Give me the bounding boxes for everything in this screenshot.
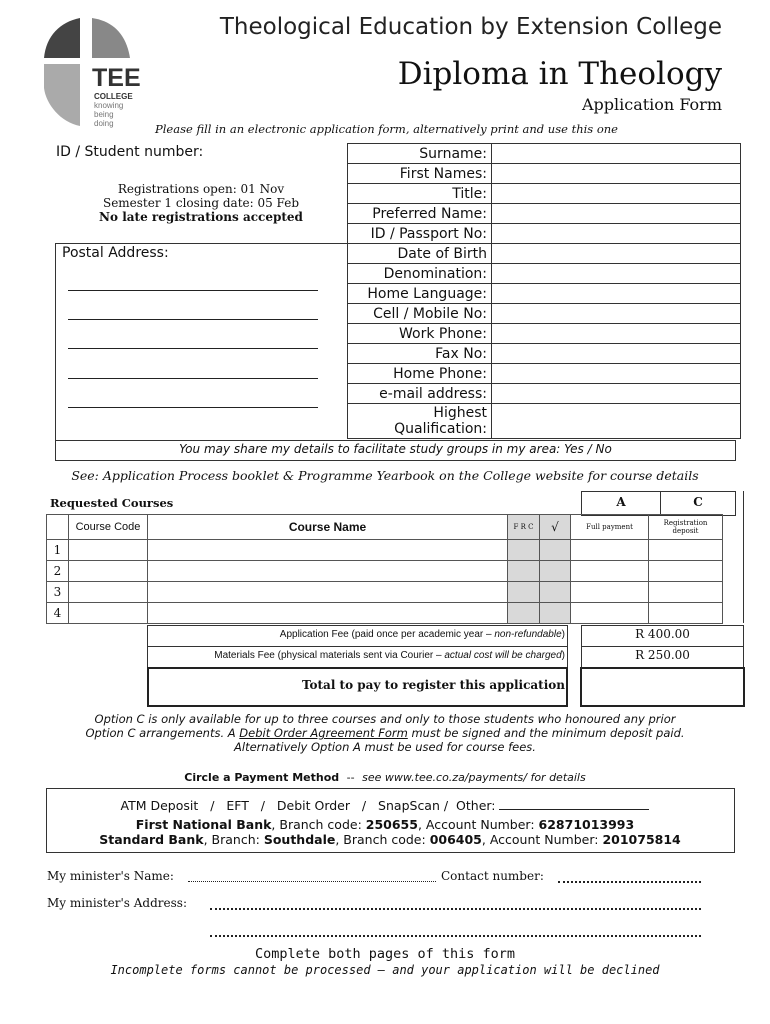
field-row [348,144,741,164]
field-input[interactable] [492,164,741,184]
deposit-input[interactable] [649,603,723,624]
field-row [348,344,741,364]
field-row [348,364,741,384]
field-label: Fax No: [348,344,492,364]
course-row [47,603,723,624]
minister-address-label: My minister's Address: [47,896,187,910]
postal-line-3[interactable] [68,348,318,349]
postal-line-4[interactable] [68,378,318,379]
frc-input[interactable] [508,603,540,624]
field-row [348,244,741,264]
mat-fee-c: ) [561,650,565,661]
app-fee-b: non-refundable [494,629,562,640]
logo-college: COLLEGE [94,92,133,101]
full-payment-input[interactable] [571,540,649,561]
contact-number-label: Contact number: [441,869,544,883]
field-row [348,304,741,324]
course-name-header: Course Name [148,515,508,540]
materials-fee-amount: R 250.00 [635,648,690,662]
field-row [348,184,741,204]
check-input[interactable] [540,561,571,582]
registrations-open: Registrations open: 01 Nov [117,182,285,196]
app-fee-a: Application Fee (paid once per academic year – [279,629,495,640]
share-details-text[interactable]: You may share my details to facilitate study groups in my area: Yes / No [179,442,612,456]
highest-line2: Qualification: [394,421,487,437]
logo-tag-doing: doing [94,119,114,128]
mat-fee-a: Materials Fee (physical materials sent via Courier – [214,650,445,661]
standard-bank-details [0,832,770,847]
field-input[interactable] [492,304,741,324]
fill-instruction: Please fill in an electronic application form, alternatively print and use this one [155,122,618,136]
contact-number-input[interactable] [558,881,701,883]
materials-fee-text [214,650,565,661]
sb-name: Standard Bank [99,832,204,847]
field-label: ID / Passport No: [348,224,492,244]
course-row [47,561,723,582]
payment-methods-text[interactable]: ATM Deposit / EFT / Debit Order / SnapScan / Other: [120,798,500,813]
minister-address-input-2[interactable] [210,935,701,937]
requested-courses-heading: Requested Courses [50,496,174,510]
option-c-line3: Alternatively Option A must be used for course fees. [234,740,536,754]
full-payment-input[interactable] [571,561,649,582]
col-d-border [734,491,744,623]
page-title: Diploma in Theology [397,56,722,92]
minister-address-input-1[interactable] [210,908,701,910]
payment-method-heading [0,771,770,784]
highest-qualification-label [348,404,492,439]
field-row [348,164,741,184]
field-label: Home Language: [348,284,492,304]
course-code-input[interactable] [69,603,148,624]
highest-line1: Highest [433,405,487,421]
option-c-line2b: must be signed and the minimum deposit paid. [407,726,685,740]
full-payment-header: Full payment [571,515,649,540]
circle-payment-label: Circle a Payment Method [184,771,340,784]
sb-branch: Southdale [263,832,336,847]
option-c-line2a: Option C arrangements. A [85,726,240,740]
mat-fee-b: actual cost will be charged [444,650,562,661]
field-row [348,264,741,284]
sb-code-label: , Branch code: [335,832,430,847]
page-subtitle: Application Form [581,95,722,114]
payment-dash: -- [346,771,355,784]
field-label: Title: [348,184,492,204]
frc-input[interactable] [508,582,540,603]
minister-name-label: My minister's Name: [47,869,174,883]
fnb-account-label: , Account Number: [417,817,539,832]
frc-input[interactable] [508,540,540,561]
field-label: Work Phone: [348,324,492,344]
debit-order-form-link[interactable]: Debit Order Agreement Form [239,726,408,740]
course-code-input[interactable] [69,561,148,582]
fnb-branch-code: 250655 [365,817,418,832]
field-row [348,204,741,224]
fnb-details [0,817,770,832]
postal-line-5[interactable] [68,407,318,408]
logo-tag-being: being [94,110,114,119]
course-code-input[interactable] [69,582,148,603]
sb-account-number: 201075814 [602,832,681,847]
field-label: Date of Birth [348,244,492,264]
field-input[interactable] [492,344,741,364]
sb-branch-code: 006405 [429,832,482,847]
field-label: Home Phone: [348,364,492,384]
see-booklet-note: See: Application Process booklet & Programme Yearbook on the College website for course details [71,468,699,483]
footer-warning: Incomplete forms cannot be processed — and your application will be declined [110,963,660,977]
fnb-branch-label: , Branch code: [271,817,366,832]
field-row [348,284,741,304]
field-row [348,384,741,404]
other-input-line[interactable] [499,797,649,810]
field-row [348,224,741,244]
field-input[interactable] [492,364,741,384]
student-number-label: ID / Student number: [56,144,204,160]
field-input[interactable] [492,244,741,264]
sb-branch-label: , Branch: [203,832,264,847]
postal-address-label: Postal Address: [62,245,169,261]
option-c-line1: Option C is only available for up to three courses and only to those students who honoured any prior [94,712,676,726]
course-name-input[interactable] [148,582,508,603]
deposit-input[interactable] [649,561,723,582]
org-name: Theological Education by Extension College [219,14,722,40]
personal-details-table [347,143,741,439]
course-name-input[interactable] [148,603,508,624]
field-label: First Names: [348,164,492,184]
logo-brand: TEE [92,64,141,92]
postal-address-box [55,243,348,441]
payment-methods[interactable] [0,797,770,813]
field-label: Cell / Mobile No: [348,304,492,324]
field-input[interactable] [492,224,741,244]
highest-qualification-input[interactable] [492,404,741,439]
sb-account-label: , Account Number: [481,832,603,847]
full-payment-input[interactable] [571,603,649,624]
footer-complete: Complete both pages of this form [254,946,516,962]
application-fee-text [280,629,565,640]
field-input[interactable] [492,184,741,204]
field-row-highest-qualification [348,404,741,439]
row-number: 4 [47,603,69,624]
registration-deposit-header [649,515,723,540]
check-header: √ [540,515,571,540]
field-input[interactable] [492,144,741,164]
fnb-account-number: 62871013993 [538,817,635,832]
field-label: Preferred Name: [348,204,492,224]
check-input[interactable] [540,582,571,603]
course-code-input[interactable] [69,540,148,561]
col-c-label: C [693,495,703,509]
reg-deposit-line2: deposit [672,527,699,535]
closing-date: Semester 1 closing date: 05 Feb [102,196,300,210]
frc-input[interactable] [508,561,540,582]
application-fee-amount: R 400.00 [635,627,690,641]
field-input[interactable] [492,284,741,304]
option-c-note [0,712,770,754]
app-fee-c: ) [561,629,565,640]
field-input[interactable] [492,264,741,284]
option-c-line2 [0,726,770,740]
row-number: 1 [47,540,69,561]
total-label: Total to pay to register this application [301,678,565,692]
check-input[interactable] [540,540,571,561]
minister-name-input[interactable] [188,881,436,882]
course-code-header: Course Code [69,515,148,540]
payment-see-link[interactable]: see www.tee.co.za/payments/ for details [362,771,586,784]
course-row [47,540,723,561]
col-a-label: A [616,495,626,509]
check-input[interactable] [540,603,571,624]
field-label: e-mail address: [348,384,492,404]
row-number: 3 [47,582,69,603]
total-amount-box[interactable] [580,667,745,707]
field-input[interactable] [492,324,741,344]
no-late-registrations: No late registrations accepted [99,210,303,224]
course-row [47,582,723,603]
course-name-input[interactable] [148,561,508,582]
field-input[interactable] [492,204,741,224]
field-row [348,324,741,344]
reg-deposit-line1: Registration [663,519,708,527]
course-table [46,514,723,624]
field-label: Denomination: [348,264,492,284]
full-payment-input[interactable] [571,582,649,603]
postal-line-1[interactable] [68,290,318,291]
fnb-name: First National Bank [135,817,272,832]
frc-header: F R C [508,515,540,540]
logo-tag-knowing: knowing [94,101,124,110]
course-name-input[interactable] [148,540,508,561]
deposit-input[interactable] [649,540,723,561]
field-label: Surname: [348,144,492,164]
field-input[interactable] [492,384,741,404]
postal-line-2[interactable] [68,319,318,320]
row-number: 2 [47,561,69,582]
deposit-input[interactable] [649,582,723,603]
